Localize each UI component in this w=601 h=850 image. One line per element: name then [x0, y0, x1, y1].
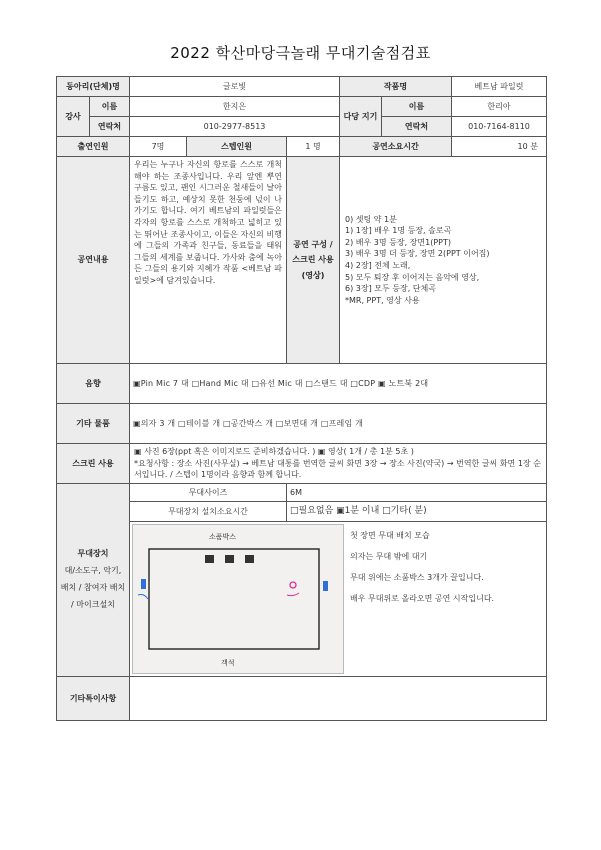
chair-right-icon: [323, 581, 328, 591]
other-name: 한리아: [452, 97, 547, 117]
etc-value: ▣의자 3 개 □테이블 개 □공간박스 개 □보면대 개 □프레임 개: [130, 404, 547, 444]
chair-left-icon: [141, 579, 146, 589]
special-label: 기타특이사항: [57, 677, 130, 721]
screen-request: *요청사항 : 장소 사진(사무실) → 베트남 대통를 번역한 글씨 화면 3장 → 장소 사진(약국) → 번역한 글씨 화면 1장 순서입니다. / 스텝이 1명이라 음향과 함께 합니다.: [134, 458, 541, 480]
structure-line: 0) 셋팅 약 1분: [345, 214, 397, 224]
other-contact: 010-7164-8110: [452, 117, 547, 137]
stage-size-label: 무대사이즈: [130, 484, 287, 502]
club-label: 동아리(단체)명: [57, 77, 130, 97]
other-name-label: 이름: [382, 97, 452, 117]
performers-value: 7명: [130, 137, 187, 157]
inspection-table: [56, 76, 547, 721]
stage-note: 첫 장면 무대 배치 모습: [350, 531, 430, 540]
screen-line: ▣ 사진 6장(ppt 혹은 이미지로드 준비하겠습니다. ) ▣ 영상( 1개 / 총 1분 5초 ): [134, 447, 414, 457]
structure-line: 3) 배우 3명 더 등장, 장면 2(PPT 이어짐): [345, 249, 490, 259]
staff-value: 1 명: [287, 137, 340, 157]
stage-note: 무대 위에는 소품박스 3개가 끌입니다.: [350, 573, 484, 582]
structure-line: 6) 3장] 모두 등장, 단체곡: [345, 284, 436, 294]
structure-line: 5) 모두 퇴장 후 이어지는 음악에 영상,: [345, 272, 480, 282]
setup-time-value: □필요없음 ▣1분 이내 □기타( 분): [287, 502, 547, 522]
etc-label: 기타 물품: [57, 404, 130, 444]
sketch-audience-label: 객석: [221, 659, 235, 667]
duration-label: 공연소요시간: [340, 137, 452, 157]
content-label: 공연내용: [57, 157, 130, 364]
instructor-label: 강사: [57, 97, 90, 137]
sound-label: 음향: [57, 364, 130, 404]
structure-line: 4) 2장] 전체 노래,: [345, 261, 411, 270]
staff-label: 스텝인원: [187, 137, 287, 157]
content-text: 우리는 누구나 자신의 항로를 스스로 개척해야 하는 조종사입니다. 우리 앞엔 뿌연 구름도 있고, 괜인 시그러운 철새들이 날아들기도 하고, 예상치 못한 천둥에 넋이 나가기도 합니다. 여기 베트남의 파일럿들은 각자의 항로를 스스로 개척하고 넓히고 있는 뛰어난 조종사이고, 이들은 자신의 비행에 그들의 가족과 친구들, 동료들을 태워 그들의 세계를 보줍니다. 가사와 춤에 녹아든 그들의 용기와 지혜가 작품 <베트남 파일럿>에 담겨있습니다.: [130, 157, 287, 364]
duration-value: 10 분: [452, 137, 547, 157]
stage-label: 무대장치: [77, 549, 109, 559]
document-title: 2022 학산마당극놀래 무대기술점검표: [170, 44, 431, 62]
stage-sketch-drawing: [133, 525, 343, 673]
stage-note: 배우 무대위로 올라오면 공연 시작입니다.: [350, 594, 495, 603]
stage-notes: [344, 524, 544, 674]
structure-line: 2) 배우 3명 등장, 장면1(PPT): [345, 237, 451, 247]
other-label: 다당 지기: [340, 97, 382, 137]
stage-layout-cell: [130, 522, 547, 677]
club-value: 글로빛: [130, 77, 340, 97]
work-label: 작품명: [340, 77, 452, 97]
special-value: [130, 677, 547, 721]
stage-sketch: [132, 524, 344, 674]
performers-label: 출연인원: [57, 137, 130, 157]
instructor-contact-label: 연락처: [90, 117, 130, 137]
screen-label: 스크린 사용: [57, 444, 130, 484]
stage-size-value: 6M: [287, 484, 547, 502]
sketch-props-label: 소품박스: [209, 533, 237, 541]
structure-line: 1) 1장] 배우 1명 등장, 솔로곡: [345, 226, 452, 236]
instructor-name: 한지은: [130, 97, 340, 117]
sound-value: ▣Pin Mic 7 대 □Hand Mic 대 □유선 Mic 대 □스탠드 대 □CDP ▣ 노트북 2대: [130, 364, 547, 404]
structure-label: 공연 구성 / 스크린 사용 (영상): [287, 157, 340, 364]
props-box-icon: [245, 555, 254, 563]
props-box-icon: [225, 555, 234, 563]
stage-label-cell: [57, 484, 130, 677]
instructor-name-label: 이름: [90, 97, 130, 117]
other-contact-label: 연락처: [382, 117, 452, 137]
structure-list: [340, 157, 547, 364]
props-box-icon: [205, 555, 214, 563]
setup-time-label: 무대장치 설치소요시간: [130, 502, 287, 522]
stage-sub: 대/소도구, 악기, 배치 / 참여자 배치 / 마이크설치: [60, 566, 126, 609]
screen-usage: [130, 444, 547, 484]
structure-line: *MR, PPT, 영상 사용: [345, 295, 420, 305]
instructor-contact: 010-2977-8513: [130, 117, 340, 137]
work-value: 베트남 파일럿: [452, 77, 547, 97]
stage-note: 의자는 무대 밖에 대기: [350, 552, 428, 561]
